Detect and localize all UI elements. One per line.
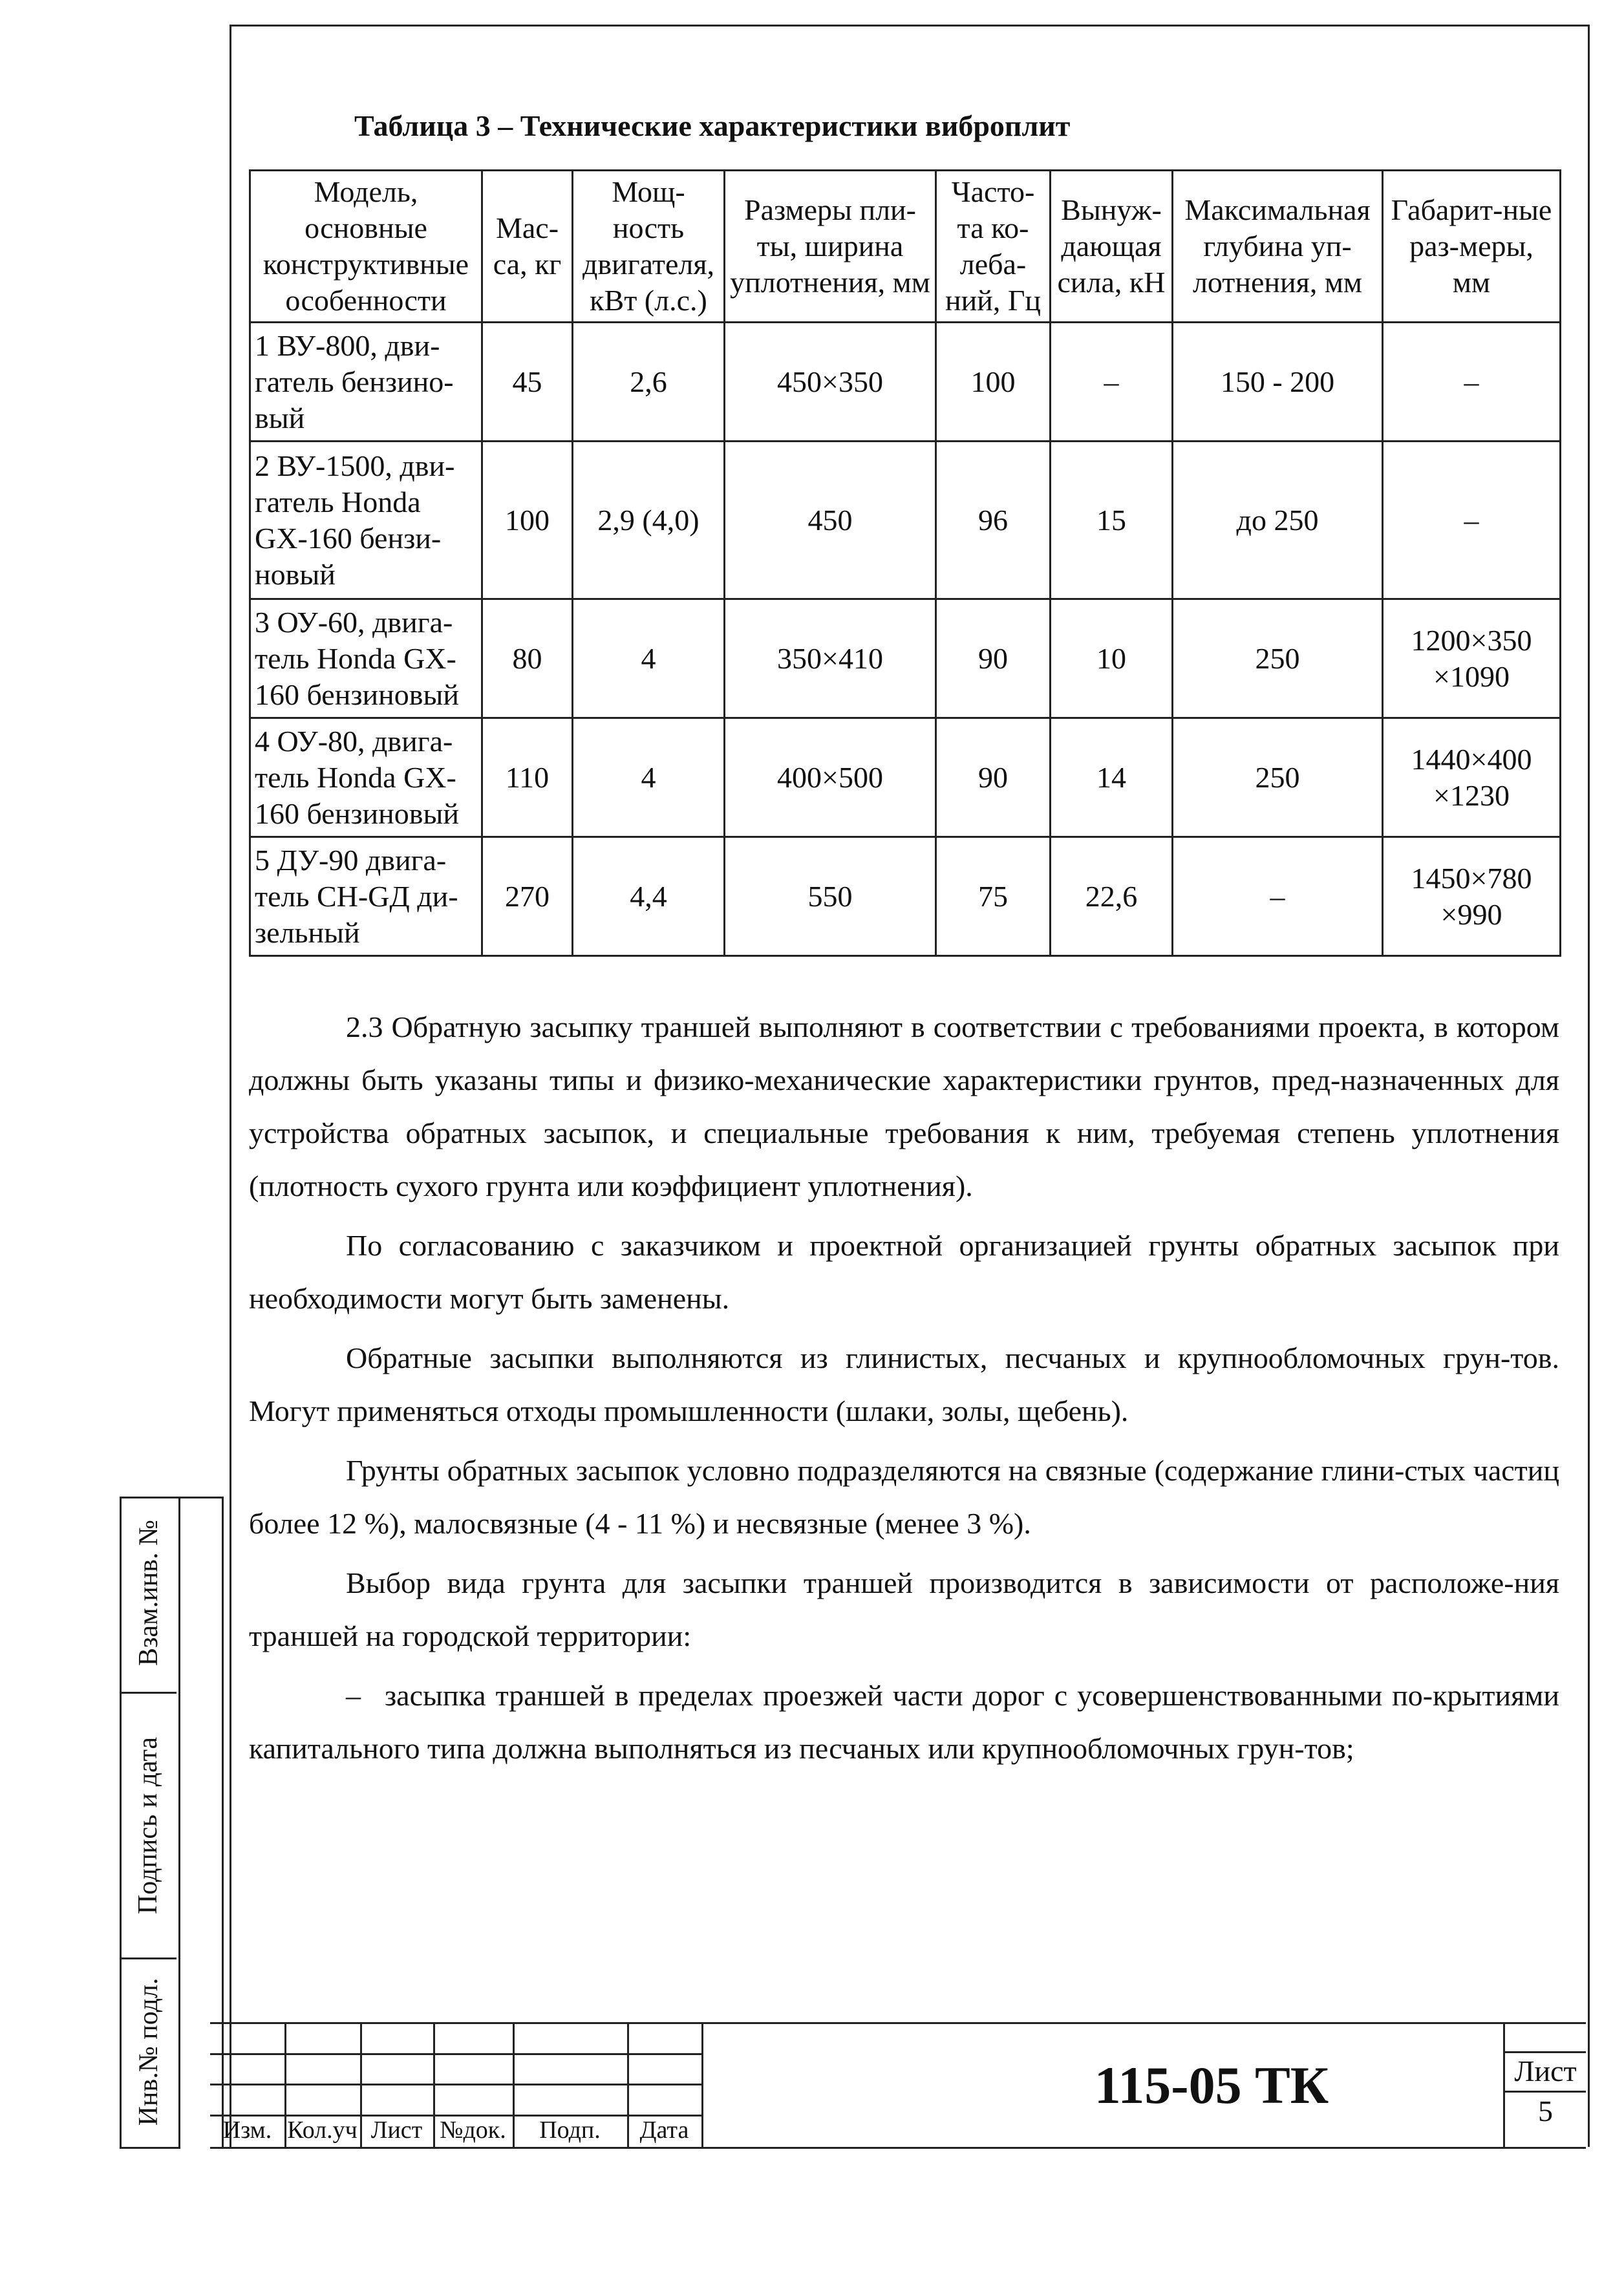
cell-power: 4 [573,718,725,837]
header-dimensions: Габарит-ные раз-меры, мм [1383,171,1561,323]
header-model: Модель, основные конструктивные особенности [250,171,482,323]
cell-plate-size: 450 [725,442,936,599]
header-plate-size: Размеры пли-ты, ширина уплотнения, мм [725,171,936,323]
title-block [210,2022,1586,2149]
header-mass: Мас-са, кг [482,171,573,323]
cell-dimensions: 1450×780 ×990 [1383,837,1561,956]
label-podp: Подп. [539,2117,601,2144]
cell-mass: 100 [482,442,573,599]
cell-frequency: 90 [936,599,1051,718]
list-item [249,1669,1559,1775]
cell-depth: до 250 [1173,442,1383,599]
cell-mass: 270 [482,837,573,956]
cell-force: 22,6 [1051,837,1173,956]
cell-depth: 150 - 200 [1173,323,1383,442]
label-izm: Изм. [222,2117,272,2144]
table-header-row [250,171,1561,323]
cell-plate-size: 350×410 [725,599,936,718]
side-label-podpis: Подпись и дата [133,1736,163,1915]
cell-force: 10 [1051,599,1173,718]
table-row [250,442,1561,599]
sheet-label: Лист [1505,2051,1586,2093]
header-depth: Максимальная глубина уп-лотнения, мм [1173,171,1383,323]
cell-frequency: 100 [936,323,1051,442]
cell-dimensions: 1200×350 ×1090 [1383,599,1561,718]
cell-power: 2,9 (4,0) [573,442,725,599]
sheet-number: 5 [1538,2095,1553,2127]
cell-dimensions: 1440×400 ×1230 [1383,718,1561,837]
paragraph: Выбор вида грунта для засыпки траншей производится в зависимости от расположе-ния траншей на городской территории: [249,1566,1559,1652]
cell-plate-size: 550 [725,837,936,956]
table-row [250,323,1561,442]
cell-depth: 250 [1173,718,1383,837]
paragraph: 2.3 Обратную засыпку траншей выполняют в соответствии с требованиями проекта, в котором должны быть указаны типы и физико-механические характеристики грунтов, пред-назначенных для устройства обратных засыпок, и специальные требования к ним, требуемая степень уплотнения (плотность сухого грунта или коэффициент уплотнения). [249,1010,1559,1202]
cell-force: 14 [1051,718,1173,837]
list-marker: – [346,1679,361,1712]
cell-plate-size: 450×350 [725,323,936,442]
list-item-text: засыпка траншей в пределах проезжей части дорог с усовершенствованными по-крытиями капитального типа должна выполняться из песчаных или крупнообломочных грун-тов; [249,1679,1559,1765]
header-force: Вынуж-дающая сила, кН [1051,171,1173,323]
label-ndok: №док. [440,2117,506,2144]
paragraph: Грунты обратных засыпок условно подразделяются на связные (содержание глини-стых частиц более 12 %), малосвязные (4 - 11 %) и несвязные (менее 3 %). [249,1454,1559,1540]
header-power: Мощ-ность двигателя, кВт (л.с.) [573,171,725,323]
revision-grid [210,2024,701,2147]
side-label-vzam: Взам.инв. № [134,1519,164,1667]
cell-model: 5 ДУ-90 двига-тель CH-GД ди-зельный [250,837,482,956]
cell-model: 4 ОУ-80, двига-тель Honda GX-160 бензиновый [250,718,482,837]
cell-power: 4 [573,599,725,718]
cell-mass: 110 [482,718,573,837]
cell-mass: 80 [482,599,573,718]
label-kol-uch: Кол.уч [287,2117,358,2144]
table-row [250,599,1561,718]
cell-frequency: 96 [936,442,1051,599]
sheet-box [1503,2024,1586,2147]
cell-power: 2,6 [573,323,725,442]
cell-mass: 45 [482,323,573,442]
body-text [249,1001,1559,1775]
cell-force: – [1051,323,1173,442]
cell-plate-size: 400×500 [725,718,936,837]
cell-model: 2 ВУ-1500, дви-гатель Honda GX-160 бензи-новый [250,442,482,599]
cell-frequency: 90 [936,718,1051,837]
paragraph: Обратные засыпки выполняются из глинистых, песчаных и крупнообломочных грун-тов. Могут применяться отходы промышленности (шлаки, золы, щебень). [249,1341,1559,1427]
label-data: Дата [639,2117,689,2144]
spec-table [249,169,1561,957]
cell-dimensions: – [1383,442,1561,599]
paragraph: По согласованию с заказчиком и проектной организацией грунты обратных засыпок при необходимости могут быть заменены. [249,1229,1559,1315]
cell-dimensions: – [1383,323,1561,442]
label-list: Лист [370,2117,423,2144]
cell-model: 1 ВУ-800, дви-гатель бензино-вый [250,323,482,442]
table-row [250,718,1561,837]
cell-power: 4,4 [573,837,725,956]
side-label-inv: Инв.№ подл. [134,1978,164,2126]
cell-model: 3 ОУ-60, двига-тель Honda GX-160 бензиновый [250,599,482,718]
cell-depth: – [1173,837,1383,956]
cell-force: 15 [1051,442,1173,599]
table-row [250,837,1561,956]
cell-frequency: 75 [936,837,1051,956]
table-title: Таблица 3 – Технические характеристики виброплит [354,109,1071,142]
header-frequency: Часто-та ко-леба-ний, Гц [936,171,1051,323]
cell-depth: 250 [1173,599,1383,718]
document-code: 115-05 ТК [701,2024,1624,2147]
